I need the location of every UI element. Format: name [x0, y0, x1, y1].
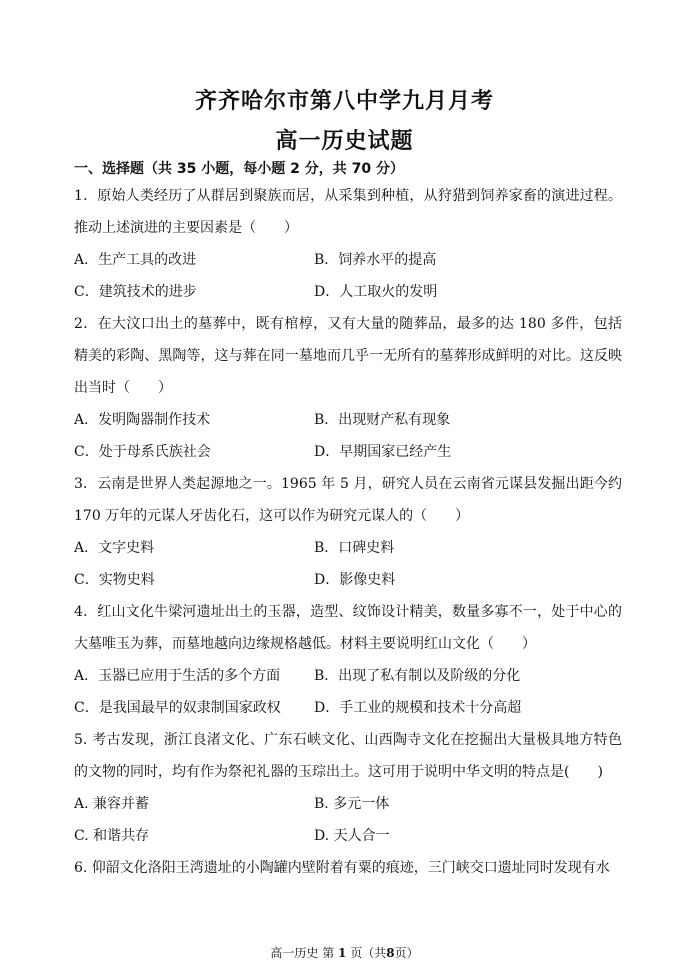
page-footer [0, 944, 689, 961]
question-stem: 3．云南是世界人类起源地之一。1965 年 5 月，研究人员在云南省元谋县发掘出距今约 170 万年的元谋人牙齿化石，这可以作为研究元谋人的（ ） [74, 476, 622, 524]
option-b: B．饲养水平的提高 [314, 252, 437, 268]
question-3 [74, 468, 622, 596]
option-a: A．生产工具的改进 [74, 252, 197, 268]
question-stem: 1．原始人类经历了从群居到聚族而居，从采集到种植，从狩猎到饲养家畜的演进过程。推动上述演进的主要因素是（ ） [74, 188, 622, 236]
footer-total-pages: 8 [386, 946, 395, 960]
footer-page-number: 1 [338, 946, 347, 960]
school-title: 齐齐哈尔市第八中学九月月考 [194, 89, 494, 114]
section-heading: 一、选择题（共 35 小题，每小题 2 分，共 70 分） [74, 161, 404, 177]
footer-page-suffix: 页（共 [350, 946, 387, 960]
question-6 [74, 852, 622, 884]
option-d: D．人工取火的发明 [314, 284, 438, 300]
footer-subject: 高一历史 [270, 946, 319, 960]
option-grid [74, 532, 622, 596]
question-4 [74, 596, 622, 724]
option-d: D．早期国家已经产生 [314, 444, 452, 460]
option-c: C．建筑技术的进步 [74, 284, 197, 300]
option-a: A．文字史料 [74, 540, 155, 556]
option-c: C．是我国最早的奴隶制国家政权 [74, 700, 281, 716]
option-a: A. 兼容并蓄 [74, 796, 150, 812]
option-grid [74, 244, 622, 308]
option-grid [74, 788, 622, 852]
option-d: D. 天人合一 [314, 828, 390, 844]
option-c: C．实物史料 [74, 572, 155, 588]
question-stem: 4．红山文化牛梁河遗址出土的玉器，造型、纹饰设计精美，数量多寡不一，处于中心的大墓唯玉为葬，而墓地越向边缘规格越低。材料主要说明红山文化（ ） [74, 604, 622, 652]
option-b: B. 多元一体 [314, 796, 390, 812]
option-a: A．玉器已应用于生活的多个方面 [74, 668, 281, 684]
option-d: D．影像史料 [314, 572, 396, 588]
question-5 [74, 724, 622, 852]
exam-title: 高一历史试题 [275, 129, 414, 154]
footer-total-suffix: 页） [394, 946, 419, 960]
question-stem: 6. 仰韶文化洛阳王湾遗址的小陶罐内壁附着有粟的痕迹，三门峡交口遗址同时发现有水 [74, 860, 610, 876]
question-stem: 2．在大汶口出土的墓葬中，既有棺椁，又有大量的随葬品，最多的达 180 多件，包括精美的彩陶、黑陶等，这与葬在同一墓地而几乎一无所有的墓葬形成鲜明的对比。这反映出当时（ ） [74, 316, 622, 396]
option-b: B．出现了私有制以及阶级的分化 [314, 668, 521, 684]
question-list [74, 180, 622, 884]
option-b: B．口碑史料 [314, 540, 395, 556]
footer-page-prefix: 第 [322, 946, 335, 960]
option-grid [74, 404, 622, 468]
option-grid [74, 660, 622, 724]
option-a: A．发明陶器制作技术 [74, 412, 211, 428]
option-b: B．出现财产私有现象 [314, 412, 451, 428]
question-1 [74, 180, 622, 308]
option-c: C. 和谐共存 [74, 828, 150, 844]
option-c: C．处于母系氏族社会 [74, 444, 211, 460]
question-stem: 5. 考古发现，浙江良渚文化、广东石峡文化、山西陶寺文化在挖掘出大量极具地方特色的文物的同时，均有作为祭祀礼器的玉琮出土。这可用于说明中华文明的特点是( ) [74, 732, 622, 780]
option-d: D．手工业的规模和技术十分高超 [314, 700, 522, 716]
question-2 [74, 308, 622, 468]
